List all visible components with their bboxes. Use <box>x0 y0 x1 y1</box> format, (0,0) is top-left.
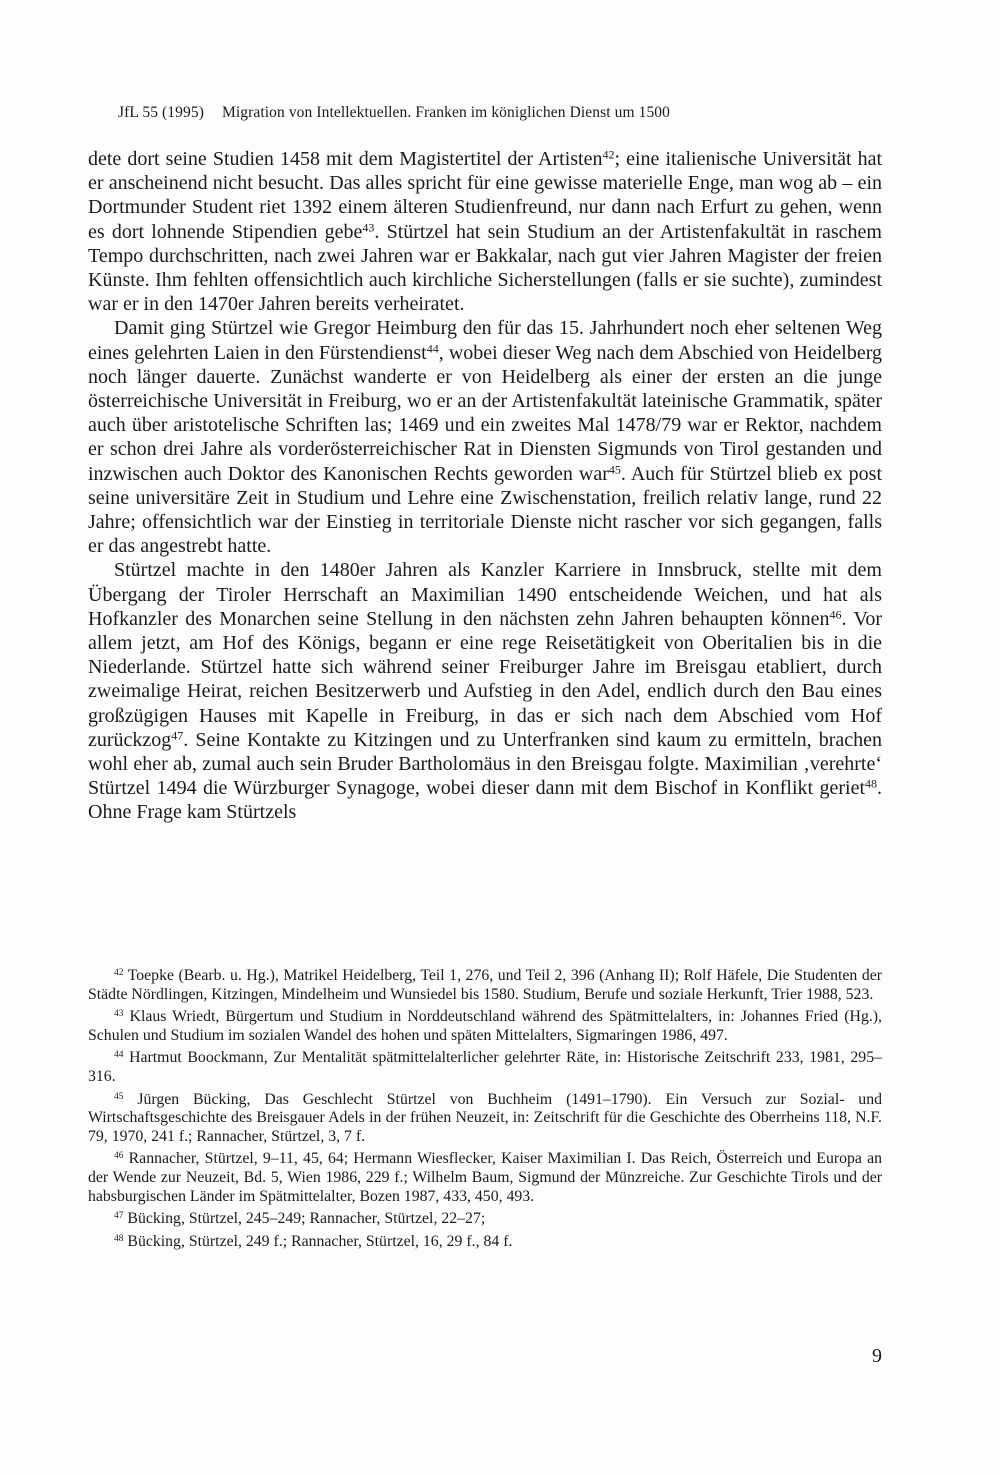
footnote <box>88 1150 882 1206</box>
body-paragraph <box>88 558 882 824</box>
footnote-text: Rannacher, Stürtzel, 9–11, 45, 64; Hermann Wiesflecker, Kaiser Maximilian I. Das Reich, Österreich und Europa an der Wende zur Neuzeit, Bd. 5, Wien 1986, 229 f.; Wilhelm Baum, Sigmund der Münzreiche. Zur Geschichte Tirols und der habsburgischen Länder im Spätmittelalter, Bozen 1987, 433, 450, 493. <box>88 1150 882 1205</box>
running-head <box>118 104 882 122</box>
text-run: Damit ging Stürtzel wie Gregor Heimburg den für das 15. Jahrhundert noch eher seltenen Weg eines gelehrten Laien in den Fürstendienst <box>88 317 882 364</box>
footnote-marker: 45 <box>608 462 621 477</box>
text-run: . Ohne Frage kam Stürtzels <box>88 777 882 824</box>
footnote-text: Hartmut Boockmann, Zur Mentalität spätmittelalterlicher gelehrter Räte, in: Historische Zeitschrift 233, 1981, 295–316. <box>88 1049 882 1085</box>
footnote-number: 42 <box>114 967 124 978</box>
article-title: Migration von Intellektuellen. Franken im königlichen Dienst um 1500 <box>221 104 670 121</box>
text-run: ; eine italienische Universität hat er anscheinend nicht besucht. Das alles spricht für eine gewisse materielle Enge, man wog ab – ein Dortmunder Student riet 1392 einem älteren Studienfreund, nur dann nach Erfurt zu gehen, wenn es dort lohnende Stipendien gebe <box>88 148 883 243</box>
body-text <box>88 147 882 825</box>
footnote <box>88 967 882 1004</box>
footnote-marker: 46 <box>829 607 842 622</box>
footnote-marker: 43 <box>362 220 375 235</box>
text-run: . Vor allem jetzt, am Hof des Königs, begann er eine rege Reisetätigkeit von Oberitalien bis in die Niederlande. Stürtzel hatte sich während seiner Freiburger Jahre im Breisgau etabliert, durch zweimalige Heirat, reichen Besitzerwerb und Aufstieg in den Adel, endlich durch den Bau eines großzügigen Hauses mit Kapelle in Freiburg, in das er sich nach dem Abschied vom Hof zurückzog <box>88 607 882 751</box>
footnote-marker: 47 <box>171 728 184 743</box>
text-run: . Seine Kontakte zu Kitzingen und zu Unterfranken sind kaum zu ermitteln, brachen wohl eher ab, zumal auch sein Bruder Bartholomäus in den Breisgau folgte. Maximilian ‚verehrte‘ Stürtzel 1494 die Würzburger Synagoge, wobei dieser dann mit dem Bischof in Konflikt geriet <box>88 728 882 800</box>
text-run: Stürtzel machte in den 1480er Jahren als Kanzler Karriere in Innsbruck, stellte mit dem Übergang der Tiroler Herrschaft an Maximilian 1490 entscheidende Weichen, und hat als Hofkanzler des Monarchen seine Stellung in den nächsten zehn Jahren behaupten können <box>88 559 882 630</box>
footnote-text: Toepke (Bearb. u. Hg.), Matrikel Heidelberg, Teil 1, 276, und Teil 2, 396 (Anhang II); Rolf Häfele, Die Studenten der Städte Nördlingen, Kitzingen, Mindelheim und Wunsiedel bis 1580. Studium, Berufe und soziale Herkunft, Trier 1988, 523. <box>88 967 882 1003</box>
footnote <box>88 1091 882 1147</box>
footnote <box>88 1233 882 1252</box>
footnote-text: Klaus Wriedt, Bürgertum und Studium in Norddeutschland während des Spätmittelalters, in: Johannes Fried (Hg.), Schulen und Studium im sozialen Wandel des hohen und späten Mittelalters, Sigmaringen 1986, 497. <box>88 1008 882 1044</box>
footnote-marker: 44 <box>426 341 439 356</box>
text-run: . Auch für Stürtzel blieb ex post seine universitäre Zeit in Studium und Lehre eine Zwischenstation, freilich relativ lange, rund 22 Jahre; offensichtlich war der Einstieg in territoriale Dienste nicht rascher vor sich gegangen, falls er das angestrebt hatte. <box>88 462 883 558</box>
footnote <box>88 1210 882 1229</box>
body-paragraph <box>88 316 882 558</box>
footnote <box>88 1049 882 1086</box>
footnote-text: Bücking, Stürtzel, 249 f.; Rannacher, Stürtzel, 16, 29 f., 84 f. <box>127 1232 513 1250</box>
journal-reference: JfL 55 (1995) <box>118 104 204 121</box>
text-run: . Stürtzel hat sein Studium an der Artistenfakultät in raschem Tempo durchschritten, nach zwei Jahren war er Bakkalar, nach gut vier Jahren Magister der freien Künste. Ihm fehlten offensichtlich auch kirchliche Sicherstellungen (falls er sie suchte), zumindest war er in den 1470er Jahren bereits verheiratet. <box>88 220 882 316</box>
text-run: , wobei dieser Weg nach dem Abschied von Heidelberg noch länger dauerte. Zunächst wanderte er von Heidelberg als einer der ersten an die junge österreichische Universität in Freiburg, wo er an der Artistenfakultät lateinische Grammatik, später auch über aristotelische Schriften las; 1469 und ein zweites Mal 1478/79 war er Rektor, nachdem er schon drei Jahre als vorderösterreichischer Rat in Diensten Sigmunds von Tirol gestanden und inzwischen auch Doktor des Kanonischen Rechts geworden war <box>88 341 883 485</box>
footnote-number: 46 <box>114 1151 124 1162</box>
footnote-text: Bücking, Stürtzel, 245–249; Rannacher, Stürtzel, 22–27; <box>127 1210 486 1228</box>
footnote-number: 44 <box>114 1050 124 1061</box>
page-number: 9 <box>872 1345 882 1367</box>
footnotes <box>88 967 882 1255</box>
footnote-text: Jürgen Bücking, Das Geschlecht Stürtzel von Buchheim (1491–1790). Ein Versuch zur Sozial- und Wirtschaftsgeschichte des Breisgauer Adels in der frühen Neuzeit, in: Zeitschrift für die Geschichte des Oberrheins 118, N.F. 79, 1970, 241 f.; Rannacher, Stürtzel, 3, 7 f. <box>88 1090 883 1145</box>
footnote-number: 48 <box>114 1233 124 1244</box>
footnote-marker: 48 <box>865 776 877 791</box>
text-run: dete dort seine Studien 1458 mit dem Magistertitel der Artisten <box>88 148 603 170</box>
page <box>88 0 882 1475</box>
body-paragraph <box>88 147 882 316</box>
footnote-number: 47 <box>114 1210 124 1221</box>
footnote-number: 45 <box>114 1091 124 1102</box>
footnote <box>88 1008 882 1045</box>
footnote-number: 43 <box>114 1008 124 1019</box>
footnote-marker: 42 <box>602 147 615 162</box>
